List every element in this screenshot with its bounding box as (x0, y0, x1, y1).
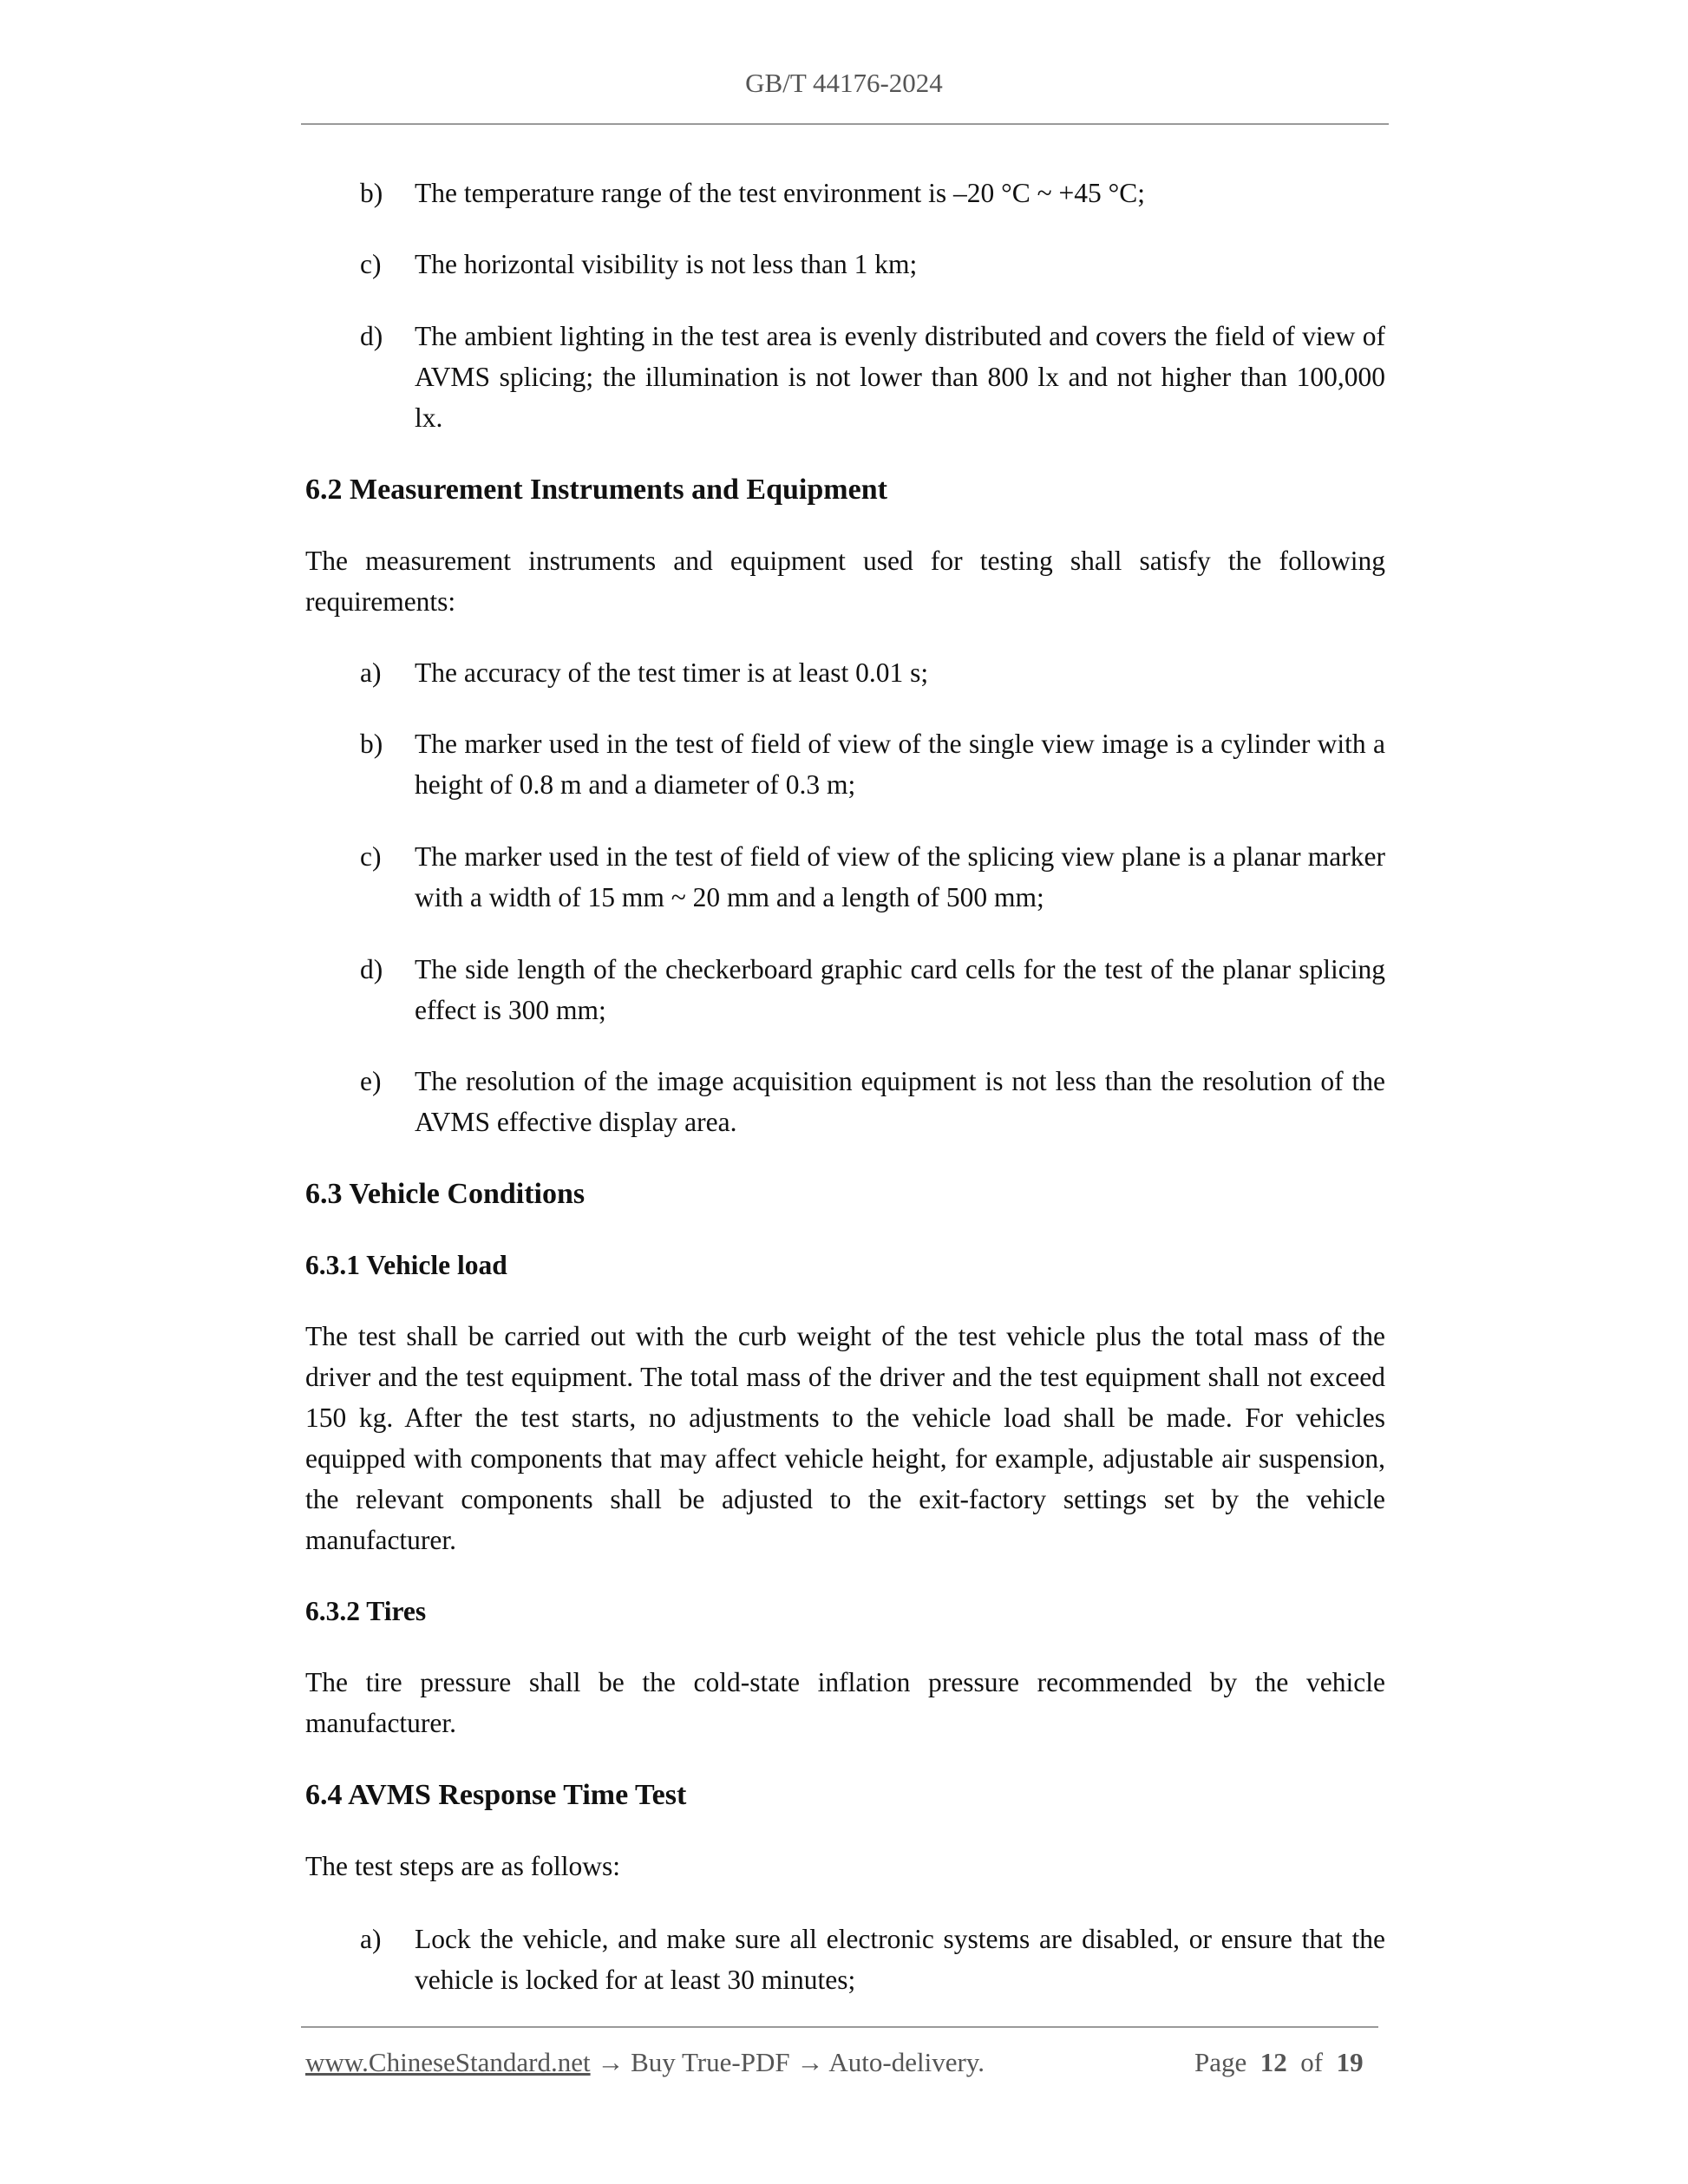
list-label: a) (360, 657, 382, 688)
list-text: The side length of the checkerboard graphic card cells for the test of the planar splicing effect is 300 mm; (415, 954, 1385, 1025)
list-item (360, 244, 1385, 284)
section-heading: 6.4 AVMS Response Time Test (305, 1779, 687, 1811)
buy-text: Buy True-PDF (631, 2047, 790, 2077)
page-label: Page (1194, 2047, 1247, 2077)
subsection-heading: 6.3.2 Tires (305, 1596, 427, 1626)
list-text: The accuracy of the test timer is at least 0.01 s; (415, 657, 929, 688)
list-text: The marker used in the test of field of view of the splicing view plane is a planar marker with a width of 15 mm ~ 20 mm and a length of 500 mm; (415, 841, 1385, 912)
paragraph: The measurement instruments and equipment used for testing shall satisfy the following requirements: (305, 546, 1385, 617)
section-heading: 6.2 Measurement Instruments and Equipment (305, 474, 887, 506)
list-item (360, 652, 1385, 693)
list-item (360, 949, 1385, 1030)
current-page: 12 (1259, 2047, 1287, 2077)
list-text: The resolution of the image acquisition equipment is not less than the resolution of the AVMS effective display area. (415, 1066, 1385, 1137)
section-heading: 6.3 Vehicle Conditions (305, 1178, 586, 1210)
paragraph: The test steps are as follows: (305, 1851, 621, 1881)
list-label: c) (360, 249, 382, 279)
list-label: d) (360, 321, 383, 351)
page-number (1194, 2047, 1364, 2078)
total-pages: 19 (1336, 2047, 1364, 2077)
list-item (360, 1061, 1385, 1142)
list-text: The horizontal visibility is not less than 1 km; (415, 249, 918, 279)
list-item (360, 173, 1385, 213)
paragraph: The tire pressure shall be the cold-state inflation pressure recommended by the vehicle manufacturer. (305, 1667, 1385, 1738)
list-label: d) (360, 954, 383, 984)
delivery-text: Auto-delivery. (828, 2047, 985, 2077)
list-item (360, 723, 1385, 805)
header-divider (301, 123, 1389, 125)
list-text: Lock the vehicle, and make sure all electronic systems are disabled, or ensure that the vehicle is locked for at least 30 minutes; (415, 1924, 1385, 1995)
footer-divider (301, 2026, 1378, 2028)
list-item (360, 836, 1385, 918)
website-link[interactable]: www.ChineseStandard.net (305, 2047, 591, 2077)
list-label: b) (360, 178, 383, 208)
list-text: The temperature range of the test environment is –20 °C ~ +45 °C; (415, 178, 1146, 208)
subsection-heading: 6.3.1 Vehicle load (305, 1250, 507, 1280)
list-label: a) (360, 1924, 382, 1954)
list-item (360, 316, 1385, 438)
list-label: b) (360, 729, 383, 759)
header-doc-id: GB/T 44176-2024 (745, 68, 943, 98)
of-label: of (1300, 2047, 1324, 2077)
arrow-right-icon: → (796, 2047, 824, 2077)
paragraph: The test shall be carried out with the curb weight of the test vehicle plus the total mass of the driver and the test equipment. The total mass of the driver and the test equipment shall not exceed 150 kg. After the test starts, no adjustments to the vehicle load shall be made. For vehicles equipped with components that may affect vehicle height, for example, adjustable air suspension, the relevant components shall be adjusted to the exit-factory settings set by the vehicle manufacturer. (305, 1321, 1385, 1555)
list-label: c) (360, 841, 382, 872)
arrow-right-icon: → (597, 2047, 625, 2077)
list-item (360, 1919, 1385, 2000)
footer-promo (305, 2047, 985, 2078)
list-label: e) (360, 1066, 382, 1096)
list-text: The marker used in the test of field of view of the single view image is a cylinder with a height of 0.8 m and a diameter of 0.3 m; (415, 729, 1385, 800)
list-text: The ambient lighting in the test area is evenly distributed and covers the field of view of AVMS splicing; the illumination is not lower than 800 lx and not higher than 100,000 lx. (415, 321, 1385, 433)
